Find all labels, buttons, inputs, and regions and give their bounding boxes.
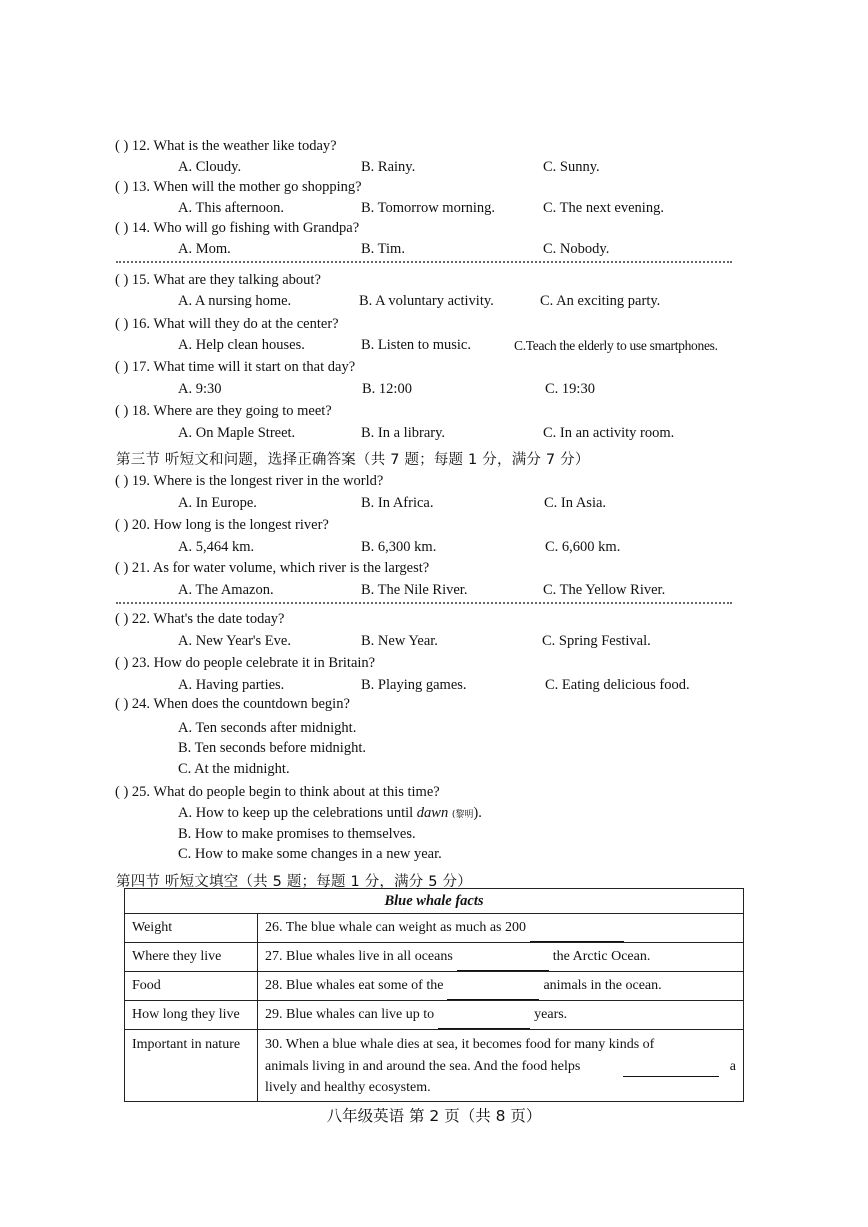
option-15b: B. A voluntary activity.	[359, 293, 494, 309]
answer-blank-30[interactable]	[623, 1075, 719, 1077]
option-20b: B. 6,300 km.	[361, 539, 437, 555]
option-15c: C. An exciting party.	[540, 293, 661, 309]
row-label-lifespan: How long they live	[125, 1001, 258, 1030]
table-title: Blue whale facts	[125, 889, 744, 914]
option-24c: C. At the midnight.	[178, 761, 290, 777]
question-21: ( ) 21. As for water volume, which river is the largest?	[115, 560, 430, 576]
option-20a: A. 5,464 km.	[178, 539, 255, 555]
option-19a: A. In Europe.	[178, 495, 257, 511]
table-row	[125, 1001, 744, 1030]
option-17b: B. 12:00	[362, 381, 412, 397]
option-23a: A. Having parties.	[178, 677, 285, 693]
row-30	[258, 1030, 744, 1102]
option-19b: B. In Africa.	[361, 495, 434, 511]
question-13: ( ) 13. When will the mother go shopping?	[115, 179, 362, 195]
question-14: ( ) 14. Who will go fishing with Grandpa?	[115, 220, 360, 236]
option-16c: C.Teach the elderly to use smartphones.	[514, 338, 718, 353]
option-12c: C. Sunny.	[543, 159, 600, 175]
row-label-where: Where they live	[125, 943, 258, 972]
table-row	[125, 972, 744, 1001]
option-12a: A. Cloudy.	[178, 159, 242, 175]
option-17a: A. 9:30	[178, 381, 222, 397]
dawn-gloss: (黎明	[451, 810, 474, 820]
section-3-heading: 第三节 听短文和问题，选择正确答案（共 7 题；每题 1 分，满分 7 分）	[116, 452, 590, 468]
option-16a: A. Help clean houses.	[178, 337, 305, 353]
answer-blank-27[interactable]	[457, 969, 549, 971]
question-20: ( ) 20. How long is the longest river?	[115, 517, 329, 533]
row-28: 28. Blue whales eat some of the animals in the ocean.	[258, 972, 744, 1001]
option-14a: A. Mom.	[178, 241, 231, 257]
option-19c: C. In Asia.	[544, 495, 607, 511]
option-13b: B. Tomorrow morning.	[361, 200, 496, 216]
option-25c: C. How to make some changes in a new year.	[178, 846, 442, 862]
option-25a: A. How to keep up the celebrations until dawn (黎明).	[178, 805, 482, 821]
option-23c: C. Eating delicious food.	[545, 677, 690, 693]
table-row	[125, 943, 744, 972]
option-13c: C. The next evening.	[543, 200, 664, 216]
dotted-divider	[116, 602, 732, 604]
section-4-heading: 第四节 听短文填空（共 5 题；每题 1 分，满分 5 分）	[116, 874, 472, 890]
question-19: ( ) 19. Where is the longest river in the world?	[115, 473, 384, 489]
question-15: ( ) 15. What are they talking about?	[115, 272, 321, 288]
row-29: 29. Blue whales can live up to years.	[258, 1001, 744, 1030]
question-22: ( ) 22. What's the date today?	[115, 611, 285, 627]
row-label-food: Food	[125, 972, 258, 1001]
dotted-divider	[116, 261, 732, 263]
option-22c: C. Spring Festival.	[542, 633, 651, 649]
option-17c: C. 19:30	[545, 381, 595, 397]
option-13a: A. This afternoon.	[178, 200, 285, 216]
option-22b: B. New Year.	[361, 633, 438, 649]
option-24b: B. Ten seconds before midnight.	[178, 740, 366, 756]
row-27: 27. Blue whales live in all oceans the Arctic Ocean.	[258, 943, 744, 972]
option-23b: B. Playing games.	[361, 677, 467, 693]
option-15a: A. A nursing home.	[178, 293, 292, 309]
row-30-line-2: animals living in and around the sea. And the food helps a	[265, 1056, 736, 1078]
answer-blank-29[interactable]	[438, 1027, 530, 1029]
page-footer: 八年级英语 第 2 页（共 8 页）	[326, 1107, 542, 1125]
question-12: ( ) 12. What is the weather like today?	[115, 138, 337, 154]
option-18c: C. In an activity room.	[543, 425, 675, 441]
dawn-word: dawn	[416, 805, 449, 821]
table-row	[125, 914, 744, 943]
row-label-importance: Important in nature	[125, 1030, 258, 1102]
option-25b: B. How to make promises to themselves.	[178, 826, 416, 842]
option-21b: B. The Nile River.	[361, 582, 468, 598]
blue-whale-facts-table	[124, 888, 744, 1102]
option-21c: C. The Yellow River.	[543, 582, 666, 598]
question-25: ( ) 25. What do people begin to think about at this time?	[115, 784, 440, 800]
question-17: ( ) 17. What time will it start on that day?	[115, 359, 356, 375]
option-21a: A. The Amazon.	[178, 582, 274, 598]
option-12b: B. Rainy.	[361, 159, 416, 175]
option-20c: C. 6,600 km.	[545, 539, 621, 555]
row-30-line-1: 30. When a blue whale dies at sea, it becomes food for many kinds of	[265, 1037, 655, 1052]
question-23: ( ) 23. How do people celebrate it in Britain?	[115, 655, 376, 671]
option-14b: B. Tim.	[361, 241, 405, 257]
question-24: ( ) 24. When does the countdown begin?	[115, 696, 350, 712]
table-row	[125, 1030, 744, 1102]
option-18b: B. In a library.	[361, 425, 446, 441]
row-label-weight: Weight	[125, 914, 258, 943]
answer-blank-26[interactable]	[530, 940, 624, 942]
option-18a: A. On Maple Street.	[178, 425, 296, 441]
question-18: ( ) 18. Where are they going to meet?	[115, 403, 332, 419]
option-22a: A. New Year's Eve.	[178, 633, 291, 649]
option-24a: A. Ten seconds after midnight.	[178, 720, 357, 736]
question-16: ( ) 16. What will they do at the center?	[115, 316, 339, 332]
row-30-line-3: lively and healthy ecosystem.	[265, 1080, 431, 1095]
row-26: 26. The blue whale can weight as much as 200	[258, 914, 744, 943]
answer-blank-28[interactable]	[447, 998, 539, 1000]
option-16b: B. Listen to music.	[361, 337, 471, 353]
option-14c: C. Nobody.	[543, 241, 610, 257]
